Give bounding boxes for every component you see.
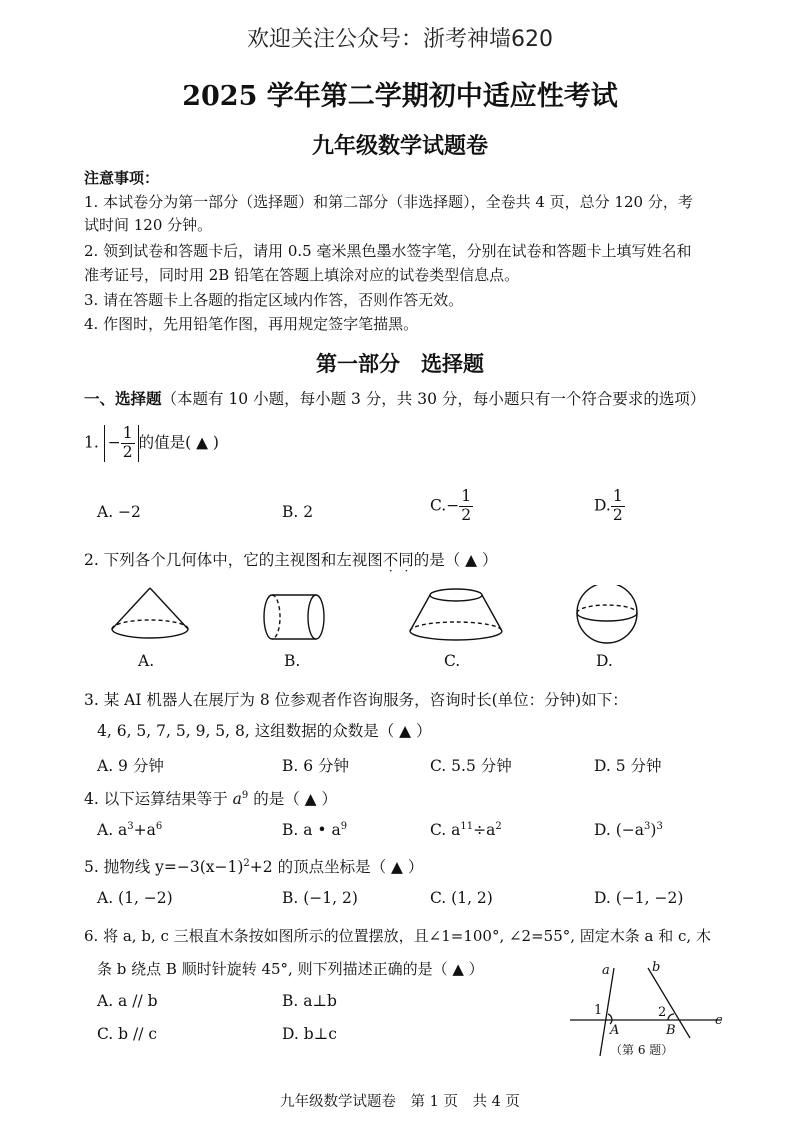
q2-text-after: 的是（ ▲ ）	[413, 551, 498, 569]
q6-option-c: C. b // c	[97, 1025, 158, 1043]
q5-option-c: C. (1, 2)	[430, 889, 493, 907]
label-b: b	[652, 960, 661, 975]
q4-pre: 4. 以下运算结果等于	[84, 790, 233, 808]
q3-option-d: D. 5 分钟	[594, 757, 662, 775]
q4-c-p0: C. a	[430, 821, 461, 840]
q4-option-d	[594, 821, 663, 839]
q6-line-1: 6. 将 a, b, c 三根直木条按如图所示的位置摆放，且∠1=100°, ∠2=55°, 固定木条 a 和 c, 木	[84, 927, 711, 945]
q1-neg: −	[107, 433, 121, 452]
q1-c-den: 2	[461, 505, 472, 524]
label-angle-2: 2	[658, 1005, 667, 1020]
page-footer: 九年级数学试题卷 第 1 页 共 4 页	[280, 1094, 520, 1110]
cone-solid	[112, 588, 188, 638]
notice-line-1: 1. 本试卷分为第一部分（选择题）和第二部分（非选择题），全卷共 4 页，总分 120 分，考	[84, 193, 693, 211]
q5-post: +2 的顶点坐标是（ ▲ ）	[249, 858, 424, 876]
label-c: c	[715, 1013, 723, 1028]
q2-emph-2: 同	[398, 551, 414, 569]
q1-c-prefix: C.−	[430, 496, 460, 515]
part1-desc: （本题有 10 小题，每小题 3 分，共 30 分，每小题只有一个符合要求的选项）	[161, 390, 706, 408]
q6-figure	[562, 958, 732, 1063]
q4-c-p3: 2	[495, 821, 502, 832]
q3-line-1: 3. 某 AI 机器人在展厅为 8 位参观者作咨询服务，咨询时长(单位：分钟)如下：	[84, 691, 628, 709]
q1-option-b: B. 2	[282, 503, 314, 521]
q5-option-d: D. (−1, −2)	[594, 889, 684, 907]
q2-solids-figure	[100, 585, 680, 645]
q3-option-b: B. 6 分钟	[282, 757, 350, 775]
q1-number: 1.	[84, 433, 99, 452]
q6-option-b: B. a⊥b	[282, 992, 337, 1010]
notice-heading: 注意事项：	[84, 169, 160, 187]
q4-base: a	[232, 790, 242, 808]
q1-c-num: 1	[461, 487, 472, 505]
q4-a-p0: A. a	[97, 821, 128, 840]
q3-option-a: A. 9 分钟	[97, 757, 164, 775]
notice-line-3: 2. 领到试卷和答题卡后，请用 0.5 毫米黑色墨水签字笔，分别在试卷和答题卡上填写姓名和	[84, 242, 692, 260]
notice-line-6: 4. 作图时，先用铅笔作图，再用规定签字笔描黑。	[84, 315, 419, 333]
q5-exp: 2	[243, 857, 250, 869]
question-2	[84, 548, 498, 570]
frustum-solid	[410, 589, 502, 640]
watermark-header: 欢迎关注公众号：浙考神墙620	[247, 27, 553, 52]
exam-title: 2025 学年第二学期初中适应性考试	[182, 81, 618, 112]
q4-b-p0: B. a • a	[282, 821, 341, 840]
sphere-solid	[577, 585, 637, 643]
q4-d-p3: 3	[656, 821, 663, 832]
cylinder-solid	[264, 595, 324, 639]
notice-line-2: 试时间 120 分钟。	[84, 216, 213, 234]
absolute-value-expression	[104, 425, 139, 462]
q6-option-a: A. a // b	[97, 992, 158, 1010]
q4-d-p2: )	[650, 821, 657, 840]
q6-line-2: 条 b 绕点 B 顺时针旋转 45°, 则下列描述正确的是（ ▲ ）	[97, 960, 484, 978]
q1-fraction	[121, 425, 135, 462]
q4-a-p2: +a	[133, 821, 156, 840]
q4-option-b	[282, 821, 347, 839]
q4-exp: 9	[241, 789, 249, 801]
q1-tail: 的值是( ▲ )	[138, 433, 219, 452]
q2-label-a: A.	[138, 652, 155, 670]
part1-heading	[84, 387, 705, 409]
q4-a-p3: 6	[155, 821, 163, 832]
figure-caption: （第 6 题）	[610, 1043, 674, 1057]
exam-subtitle: 九年级数学试题卷	[311, 133, 488, 159]
q1-d-fraction	[611, 488, 625, 525]
label-angle-1: 1	[594, 1003, 603, 1018]
q4-a-p1: 3	[127, 821, 134, 832]
q1-d-prefix: D.	[594, 496, 611, 515]
question-4	[84, 787, 337, 809]
q4-d-p1: 3	[644, 821, 651, 832]
q5-option-b: B. (−1, 2)	[282, 889, 358, 907]
q1-frac-num: 1	[122, 424, 133, 442]
question-5	[84, 855, 423, 877]
q1-option-c	[430, 488, 473, 525]
label-A: A	[610, 1023, 620, 1038]
q5-pre: 5. 抛物线 y=−3(x−1)	[84, 858, 244, 876]
q3-line-2: 4, 6, 5, 7, 5, 9, 5, 8, 这组数据的众数是（ ▲ ）	[97, 722, 432, 740]
q3-option-c: C. 5.5 分钟	[430, 757, 512, 775]
q1-d-num: 1	[612, 487, 623, 505]
q6-option-d: D. b⊥c	[282, 1025, 337, 1043]
notice-line-4: 准考证号，同时用 2B 铅笔在答题上填涂对应的试卷类型信息点。	[84, 266, 520, 284]
q4-c-p2: ÷a	[473, 821, 496, 840]
q2-emph-1: 不	[382, 551, 399, 569]
q4-option-c	[430, 821, 502, 839]
q2-label-d: D.	[596, 652, 613, 670]
q4-post: 的是（ ▲ ）	[248, 790, 337, 808]
label-B: B	[666, 1023, 676, 1038]
angle-2-arc	[668, 1014, 674, 1020]
notice-line-5: 3. 请在答题卡上各题的指定区域内作答，否则作答无效。	[84, 291, 464, 309]
q1-c-fraction	[459, 488, 473, 525]
q4-d-p0: D. (−a	[594, 821, 645, 840]
q4-option-a	[97, 821, 162, 839]
q2-label-b: B.	[284, 652, 301, 670]
q1-option-a: A. −2	[97, 503, 141, 521]
q4-b-p1: 9	[340, 821, 348, 832]
q1-frac-den: 2	[122, 442, 133, 461]
question-1	[84, 425, 219, 462]
section-title: 第一部分 选择题	[316, 351, 484, 376]
q1-option-d	[594, 488, 625, 525]
q1-d-den: 2	[612, 505, 623, 524]
q2-label-c: C.	[444, 652, 461, 670]
part1-label: 一、选择题	[84, 389, 162, 408]
label-a: a	[602, 963, 610, 978]
q5-option-a: A. (1, −2)	[97, 889, 173, 907]
q4-c-p1: 11	[460, 821, 474, 832]
q2-text-before: 2. 下列各个几何体中，它的主视图和左视图	[84, 551, 383, 569]
